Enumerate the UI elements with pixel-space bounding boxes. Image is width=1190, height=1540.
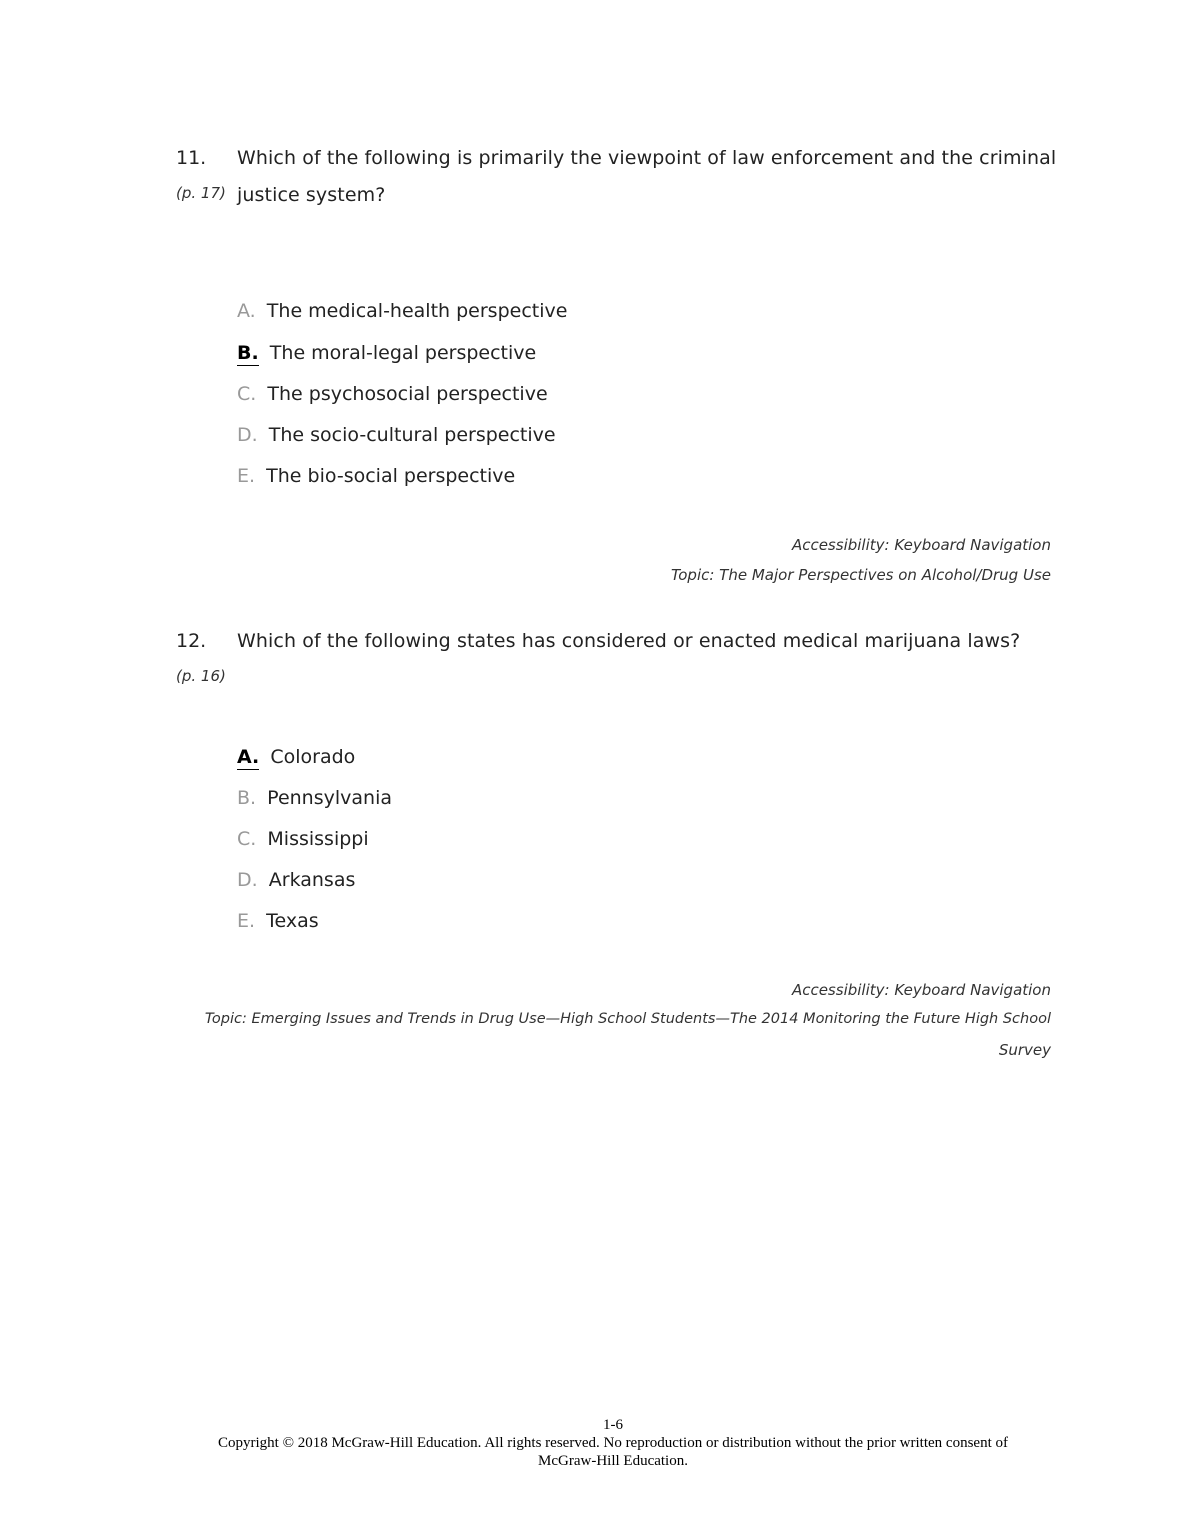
copyright-notice-continued: McGraw-Hill Education. [538, 1453, 688, 1469]
question-text: Which of the following is primarily the viewpoint of law enforcement and the criminal [237, 147, 1057, 169]
option-text: The bio-social perspective [266, 465, 516, 487]
copyright-notice: Copyright © 2018 McGraw-Hill Education. All rights reserved. No reproduction or distribution without the prior written consent of [217, 1435, 1008, 1451]
option-b [237, 787, 392, 809]
option-e [237, 910, 319, 932]
option-text: Colorado [270, 746, 356, 768]
page-reference: (p. 17) [176, 184, 226, 202]
option-text: Mississippi [267, 828, 369, 850]
option-e [237, 465, 515, 487]
option-a-correct [237, 746, 355, 768]
option-text: The socio-cultural perspective [268, 424, 556, 446]
topic-tag-continued: Survey [998, 1041, 1051, 1059]
topic-tag: Topic: Emerging Issues and Trends in Drug Use—High School Students—The 2014 Monitoring the Future High School [204, 1011, 1051, 1027]
option-c [237, 828, 369, 850]
page-reference: (p. 16) [176, 667, 226, 685]
accessibility-tag: Accessibility: Keyboard Navigation [791, 981, 1051, 999]
option-text: Arkansas [268, 869, 356, 891]
option-letter: D. [237, 424, 258, 446]
question-number: 12. [176, 630, 207, 652]
option-text: Texas [266, 910, 319, 932]
option-d [237, 869, 355, 891]
option-letter: B. [237, 787, 257, 809]
page-number: 1-6 [603, 1417, 623, 1433]
correct-answer-letter: B. [237, 342, 259, 364]
option-text: The moral-legal perspective [269, 342, 537, 364]
question-text: Which of the following states has considered or enacted medical marijuana laws? [237, 630, 1021, 652]
option-text: The medical-health perspective [266, 300, 568, 322]
option-c [237, 383, 548, 405]
question-number: 11. [176, 147, 207, 169]
option-letter: A. [237, 300, 256, 322]
topic-tag: Topic: The Major Perspectives on Alcohol/Drug Use [670, 566, 1051, 584]
option-b-correct [237, 342, 536, 364]
option-letter: E. [237, 910, 256, 932]
option-letter: D. [237, 869, 258, 891]
option-letter: C. [237, 383, 257, 405]
option-text: The psychosocial perspective [267, 383, 548, 405]
question-text-continued: justice system? [237, 184, 386, 206]
option-letter: C. [237, 828, 257, 850]
correct-answer-letter: A. [237, 746, 260, 768]
option-d [237, 424, 556, 446]
option-a [237, 300, 567, 322]
option-text: Pennsylvania [267, 787, 392, 809]
option-letter: E. [237, 465, 256, 487]
accessibility-tag: Accessibility: Keyboard Navigation [791, 536, 1051, 554]
